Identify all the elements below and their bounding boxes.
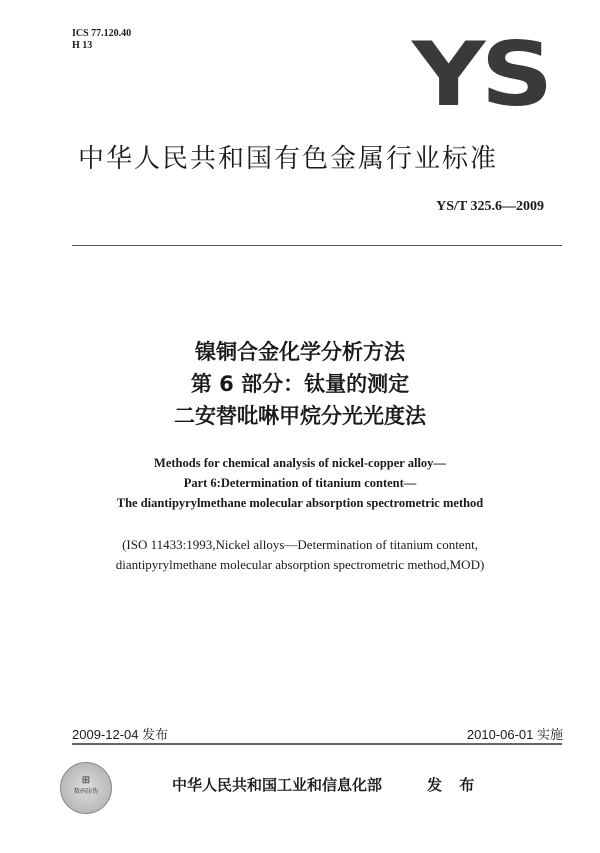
- seal-text: 数码防伪: [73, 788, 98, 795]
- iso-reference-line-1: (ISO 11433:1993,Nickel alloys—Determination of titanium content,: [122, 537, 478, 552]
- title-cn-line-1: 镍铜合金化学分析方法: [195, 340, 405, 364]
- ccs-code: H 13: [72, 40, 93, 51]
- title-en-line-2: Part 6:Determination of titanium content—: [183, 476, 417, 490]
- iso-reference-line-2: diantipyrylmethane molecular absorption spectrometric method,MOD): [115, 557, 485, 572]
- title-en-line-3: The diantipyrylmethane molecular absorption spectrometric method: [116, 496, 484, 510]
- publisher: 中华人民共和国工业和信息化部: [172, 776, 383, 794]
- anti-counterfeit-seal: [60, 762, 112, 814]
- title-en-line-1: Methods for chemical analysis of nickel-copper alloy—: [154, 456, 446, 470]
- standard-category-title: 中华人民共和国有色金属行业标准: [78, 144, 499, 174]
- ics-code: ICS 77.120.40: [72, 28, 132, 39]
- standard-number: YS/T 325.6—2009: [436, 199, 544, 214]
- title-cn-line-3: 二安替吡啉甲烷分光光度法: [174, 404, 426, 428]
- issue-date: 2009-12-04 发布: [72, 727, 169, 742]
- footer-divider: [72, 743, 562, 745]
- ys-logo: YS: [412, 23, 549, 126]
- classification-codes: [72, 28, 131, 52]
- publish-label: 发 布: [427, 776, 481, 794]
- seal-emblem-icon: ⊞: [81, 775, 91, 786]
- header-divider: [72, 245, 562, 246]
- title-cn-line-2: 第 6 部分：钛量的测定: [190, 372, 410, 396]
- implementation-date: 2010-06-01 实施: [466, 727, 563, 742]
